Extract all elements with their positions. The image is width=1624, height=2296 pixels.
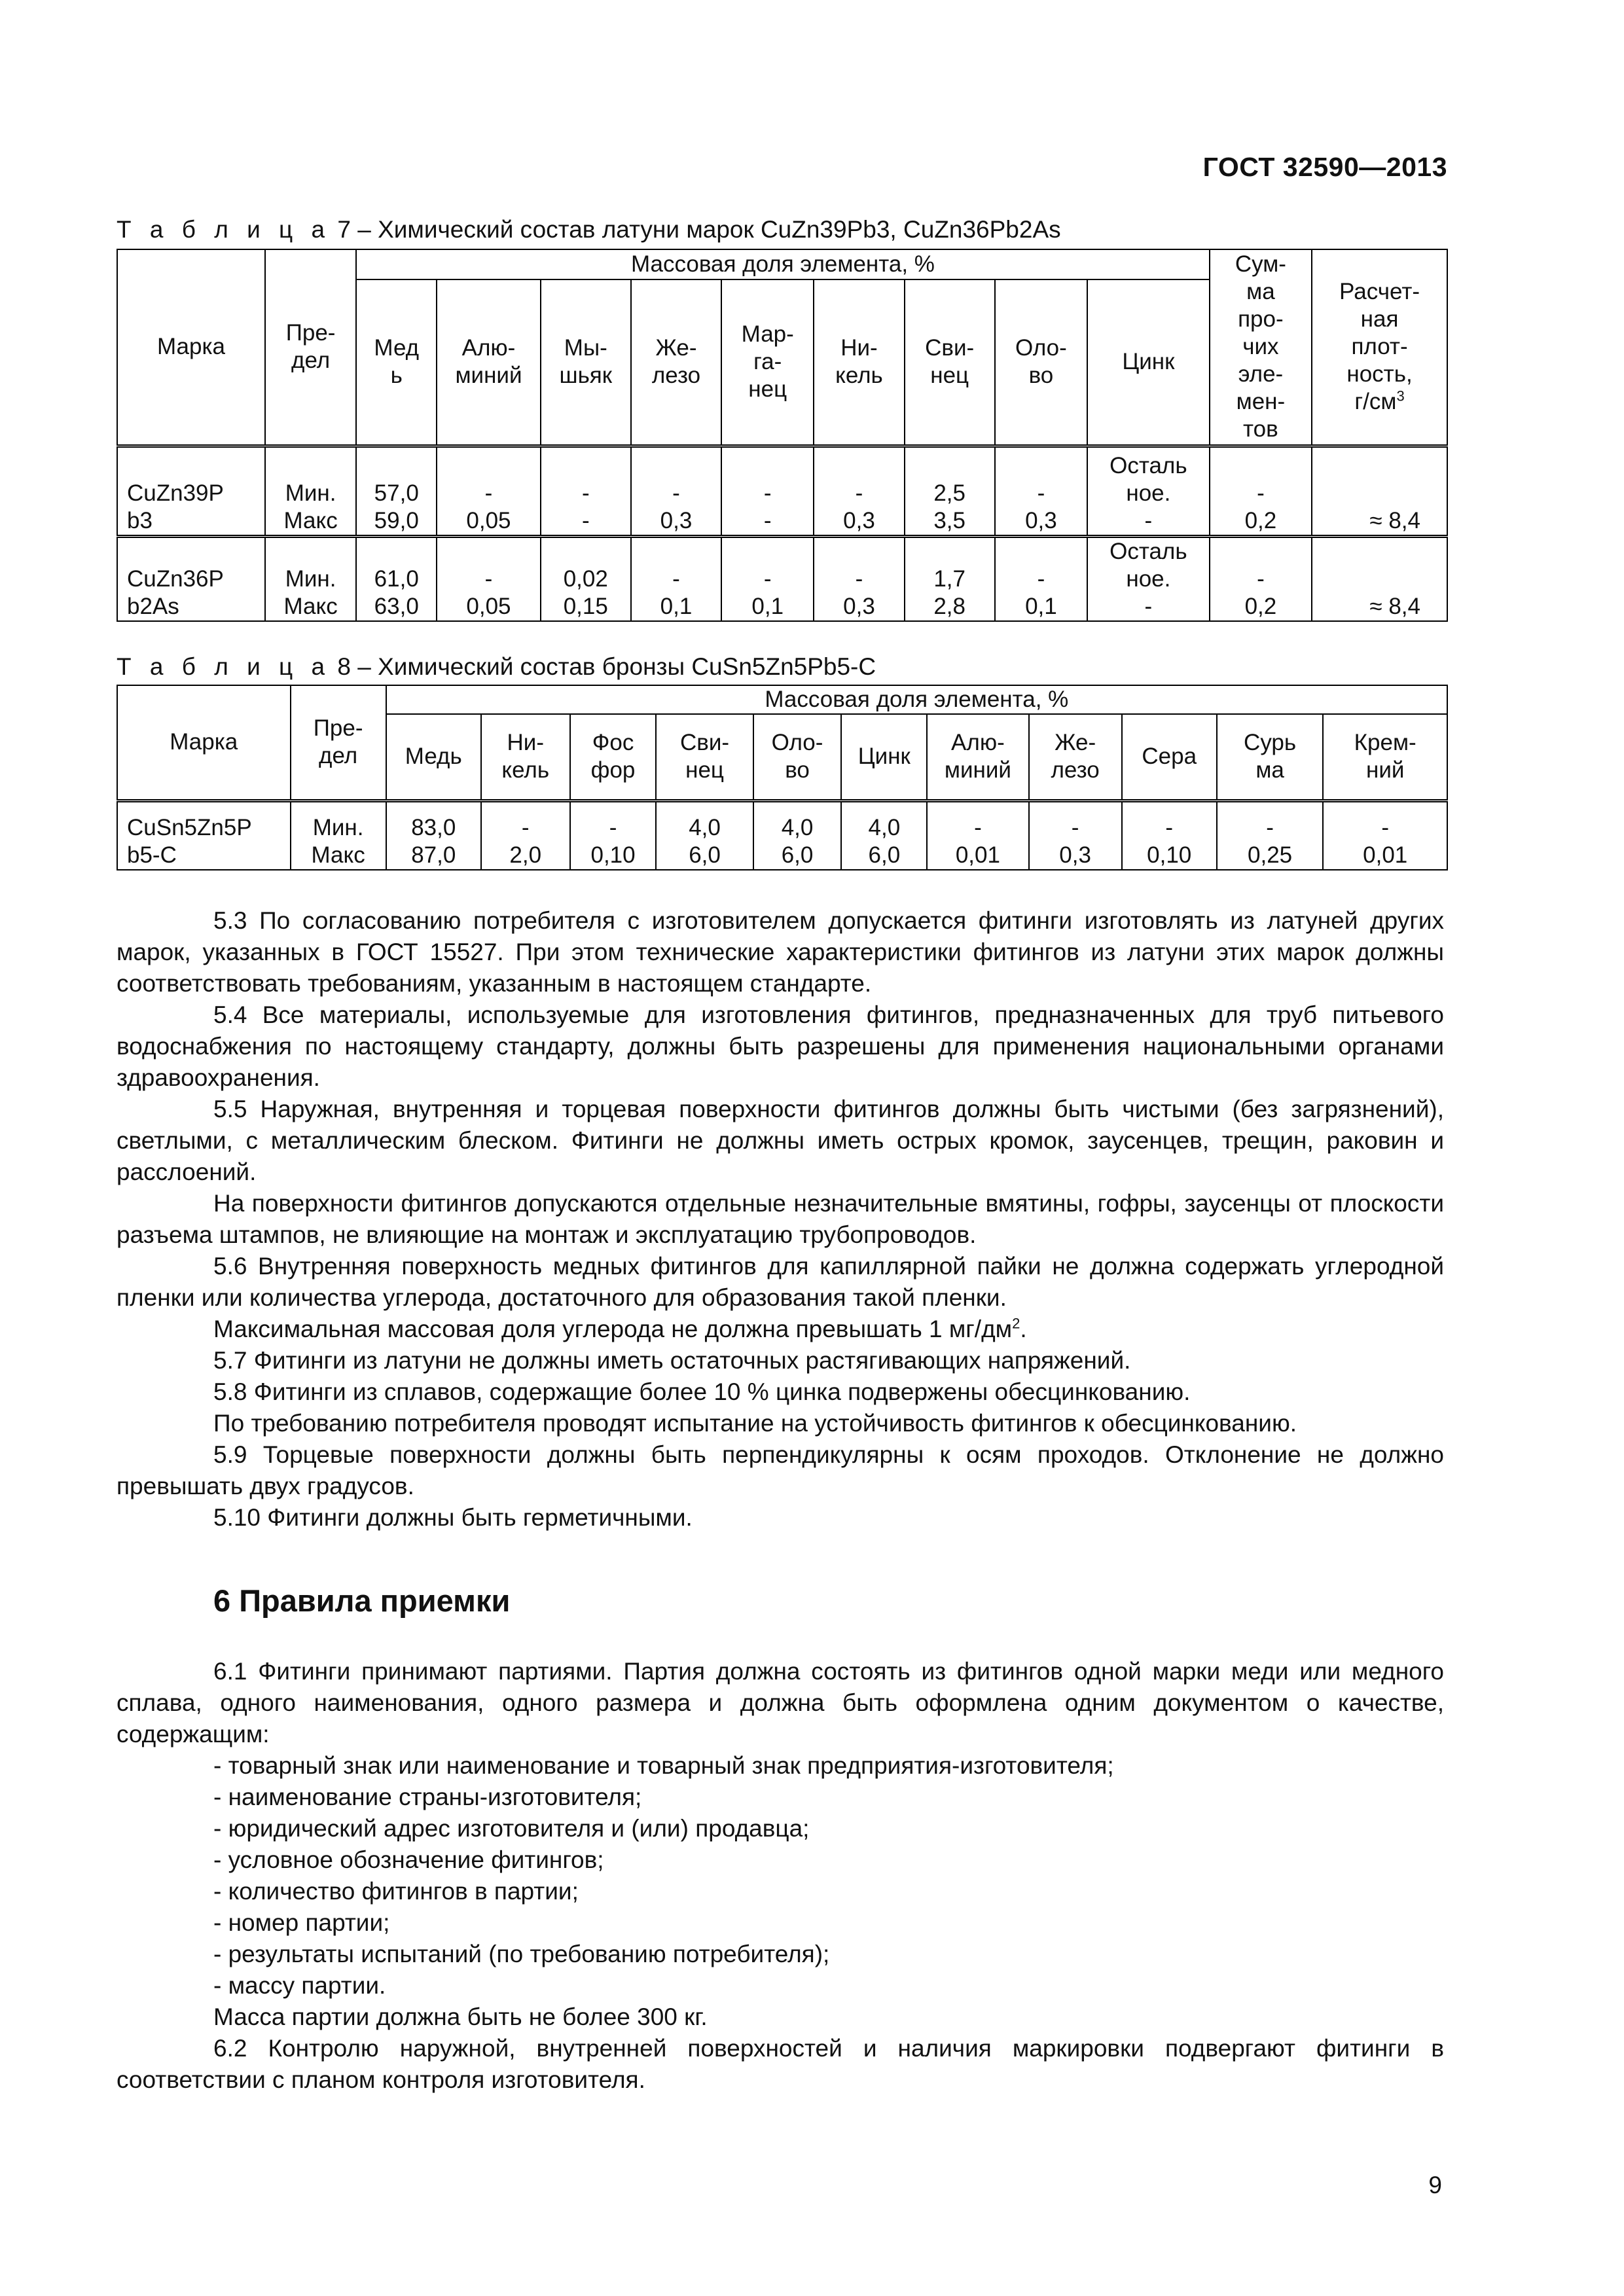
- t7-value-cell: - 0,1: [631, 536, 721, 621]
- t7-value-cell: - 0,3: [995, 446, 1087, 536]
- t7-value-cell: 2,5 3,5: [905, 446, 995, 536]
- t7-header-other: Сум- ма про- чих эле- мен- тов: [1210, 249, 1312, 446]
- table-8-caption: [117, 653, 876, 681]
- table-8-caption-text: 8 – Химический состав бронзы CuSn5Zn5Pb5-C: [331, 653, 876, 680]
- page-number: 9: [1428, 2172, 1442, 2198]
- t7-value-cell: - 0,05: [437, 536, 540, 621]
- t7-header-density-text: Расчет- ная плот- ность, г/см: [1339, 279, 1420, 415]
- t7-header-group: Массовая доля элемента, %: [356, 249, 1210, 279]
- t7-header-element: Сви- нец: [905, 279, 995, 446]
- t7-header-element: Оло- во: [995, 279, 1087, 446]
- table-7: [117, 249, 1448, 622]
- carbon-limit-text: Максимальная массовая доля углерода не должна превышать 1 мг/дм: [213, 1316, 1013, 1342]
- t7-header-element: Же- лезо: [631, 279, 721, 446]
- paragraph-5-10: 5.10 Фитинги должны быть герметичными.: [213, 1504, 693, 1531]
- body-text: [117, 905, 1444, 1534]
- t7-header-density: [1312, 249, 1447, 446]
- table-7-caption: [117, 216, 1061, 243]
- t8-header-element: Цинк: [841, 714, 927, 800]
- list-item: - номер партии;: [213, 1909, 390, 1936]
- paragraph-5-5: 5.5 Наружная, внутренняя и торцевая поверхности фитингов должны быть чистыми (без загрязнений), светлыми, с металлическим блеском. Фитинги не должны иметь острых кромок, заусенцев, трещин, раковин и расслоений.: [117, 1096, 1444, 1185]
- t8-value-cell: 83,0 87,0: [386, 800, 481, 870]
- table-7-caption-text: 7 – Химический состав латуни марок CuZn39Pb3, CuZn36Pb2As: [331, 216, 1061, 243]
- t7-header-element: Мар- га- нец: [721, 279, 814, 446]
- paragraph-5-4: 5.4 Все материалы, используемые для изготовления фитингов, предназначенных для труб питьевого водоснабжения по настоящему стандарту, должны быть разрешены для применения национальными органами здравоохранения.: [117, 1001, 1444, 1091]
- t8-grade-cell: CuSn5Zn5P b5-C: [117, 800, 291, 870]
- carbon-limit-sup: 2: [1012, 1315, 1020, 1332]
- paragraph-5-6: 5.6 Внутренняя поверхность медных фитингов для капиллярной пайки не должна содержать углеродной пленки или количества углерода, достаточного для образования такой пленки.: [117, 1253, 1444, 1311]
- t7-header-element: Ни- кель: [814, 279, 904, 446]
- t7-value-cell: 0,02 0,15: [541, 536, 631, 621]
- t8-value-cell: - 2,0: [481, 800, 570, 870]
- list-item: - условное обозначение фитингов;: [213, 1846, 604, 1873]
- t8-header-group: Массовая доля элемента, %: [386, 685, 1447, 714]
- table-row: [117, 446, 1447, 536]
- paragraph-5-5-cont: На поверхности фитингов допускаются отдельные незначительные вмятины, гофры, заусенцы от плоскости разъема штампов, не влияющие на монтаж и эксплуатацию трубопроводов.: [117, 1190, 1444, 1248]
- t7-value-cell: - 0,3: [814, 536, 904, 621]
- t8-header-element: Сурь ма: [1217, 714, 1324, 800]
- list-item: - количество фитингов в партии;: [213, 1878, 579, 1905]
- t7-value-cell: - 0,3: [814, 446, 904, 536]
- paragraph-5-3: 5.3 По согласованию потребителя с изготовителем допускается фитинги изготовлять из латуней других марок, указанных в ГОСТ 15527. При этом технические характеристики фитингов из латуни этих марок должны соответствовать требованиям, указанным в настоящем стандарте.: [117, 907, 1444, 997]
- t7-value-cell: - 0,3: [631, 446, 721, 536]
- t8-header-element: Сера: [1122, 714, 1217, 800]
- t7-value-cell: 57,0 59,0: [356, 446, 437, 536]
- t7-density-cell: ≈ 8,4: [1312, 446, 1447, 536]
- t7-value-cell: 61,0 63,0: [356, 536, 437, 621]
- paragraph-5-9: 5.9 Торцевые поверхности должны быть перпендикулярны к осям проходов. Отклонение не должно превышать двух градусов.: [117, 1441, 1444, 1499]
- t8-header-element: Оло- во: [753, 714, 842, 800]
- t7-header-element: Мед ь: [356, 279, 437, 446]
- paragraph-6-2: 6.2 Контролю наружной, внутренней поверхностей и наличия маркировки подвергают фитинги в соответствии с планом контроля изготовителя.: [117, 2035, 1444, 2093]
- t8-header-element: Алю- миний: [927, 714, 1028, 800]
- t8-header-element: Фос фор: [570, 714, 657, 800]
- t7-value-cell: 1,7 2,8: [905, 536, 995, 621]
- t8-value-cell: 4,0 6,0: [656, 800, 753, 870]
- list-item: - юридический адрес изготовителя и (или) продавца;: [213, 1815, 810, 1842]
- section-6-title: 6 Правила приемки: [213, 1583, 511, 1618]
- t7-value-cell: - -: [721, 446, 814, 536]
- t7-header-grade: Марка: [117, 249, 265, 446]
- table-8-caption-prefix: Т а б л и ц а: [117, 653, 331, 680]
- t7-other-cell: - 0,2: [1210, 536, 1312, 621]
- paragraph-6-1: 6.1 Фитинги принимают партиями. Партия должна состоять из фитингов одной марки меди или медного сплава, одного наименования, одного размера и должна быть оформлена одним документом о качестве, содержащим:: [117, 1658, 1444, 1748]
- t8-value-cell: - 0,10: [570, 800, 657, 870]
- t7-other-cell: - 0,2: [1210, 446, 1312, 536]
- t7-header-element: Мы- шьяк: [541, 279, 631, 446]
- t7-limit-cell: Мин. Макс: [265, 446, 356, 536]
- t7-value-cell: Осталь ное. -: [1087, 446, 1210, 536]
- t7-value-cell: - 0,05: [437, 446, 540, 536]
- list-item: - массу партии.: [213, 1972, 386, 1999]
- paragraph-5-6-cont: [117, 1314, 1444, 1345]
- t8-header-limit: Пре- дел: [291, 685, 386, 800]
- table-row: [117, 536, 1447, 621]
- t8-value-cell: 4,0 6,0: [753, 800, 842, 870]
- t8-header-element: Ни- кель: [481, 714, 570, 800]
- t8-header-element: Же- лезо: [1029, 714, 1122, 800]
- t7-limit-cell: Мин. Макс: [265, 536, 356, 621]
- table-row: [117, 800, 1447, 870]
- t7-header-density-sup: 3: [1396, 387, 1405, 404]
- t8-value-cell: - 0,25: [1217, 800, 1324, 870]
- t8-limit-cell: Мин. Макс: [291, 800, 386, 870]
- t7-value-cell: - -: [541, 446, 631, 536]
- t8-value-cell: - 0,01: [927, 800, 1028, 870]
- t8-value-cell: 4,0 6,0: [841, 800, 927, 870]
- section-6-text: [117, 1656, 1444, 2096]
- t7-density-cell: ≈ 8,4: [1312, 536, 1447, 621]
- paragraph-5-8: 5.8 Фитинги из сплавов, содержащие более 10 % цинка подвержены обесцинкованию.: [213, 1378, 1191, 1405]
- t7-header-limit: Пре- дел: [265, 249, 356, 446]
- paragraph-5-7: 5.7 Фитинги из латуни не должны иметь остаточных растягивающих напряжений.: [213, 1347, 1131, 1374]
- list-item: - результаты испытаний (по требованию потребителя);: [213, 1941, 830, 1967]
- carbon-limit-end: .: [1020, 1316, 1027, 1342]
- t8-header-grade: Марка: [117, 685, 291, 800]
- list-item: - наименование страны-изготовителя;: [213, 1784, 642, 1810]
- t8-value-cell: - 0,01: [1323, 800, 1447, 870]
- t7-header-element: Цинк: [1087, 279, 1210, 446]
- t8-header-element: Крем- ний: [1323, 714, 1447, 800]
- t8-value-cell: - 0,3: [1029, 800, 1122, 870]
- document-number: ГОСТ 32590—2013: [1202, 152, 1447, 182]
- t8-header-element: Сви- нец: [656, 714, 753, 800]
- table-8: [117, 685, 1448, 870]
- t7-grade-cell: CuZn39P b3: [117, 446, 265, 536]
- t7-header-element: Алю- миний: [437, 279, 540, 446]
- t7-value-cell: Осталь ное. -: [1087, 536, 1210, 621]
- batch-mass-limit: Масса партии должна быть не более 300 кг.: [213, 2003, 708, 2030]
- t8-header-element: Медь: [386, 714, 481, 800]
- table-7-caption-prefix: Т а б л и ц а: [117, 216, 331, 243]
- t7-grade-cell: CuZn36P b2As: [117, 536, 265, 621]
- list-item: - товарный знак или наименование и товарный знак предприятия-изготовителя;: [213, 1752, 1114, 1779]
- t8-value-cell: - 0,10: [1122, 800, 1217, 870]
- paragraph-5-8-cont: По требованию потребителя проводят испытание на устойчивость фитингов к обесцинкованию.: [213, 1410, 1297, 1437]
- t7-value-cell: - 0,1: [995, 536, 1087, 621]
- t7-value-cell: - 0,1: [721, 536, 814, 621]
